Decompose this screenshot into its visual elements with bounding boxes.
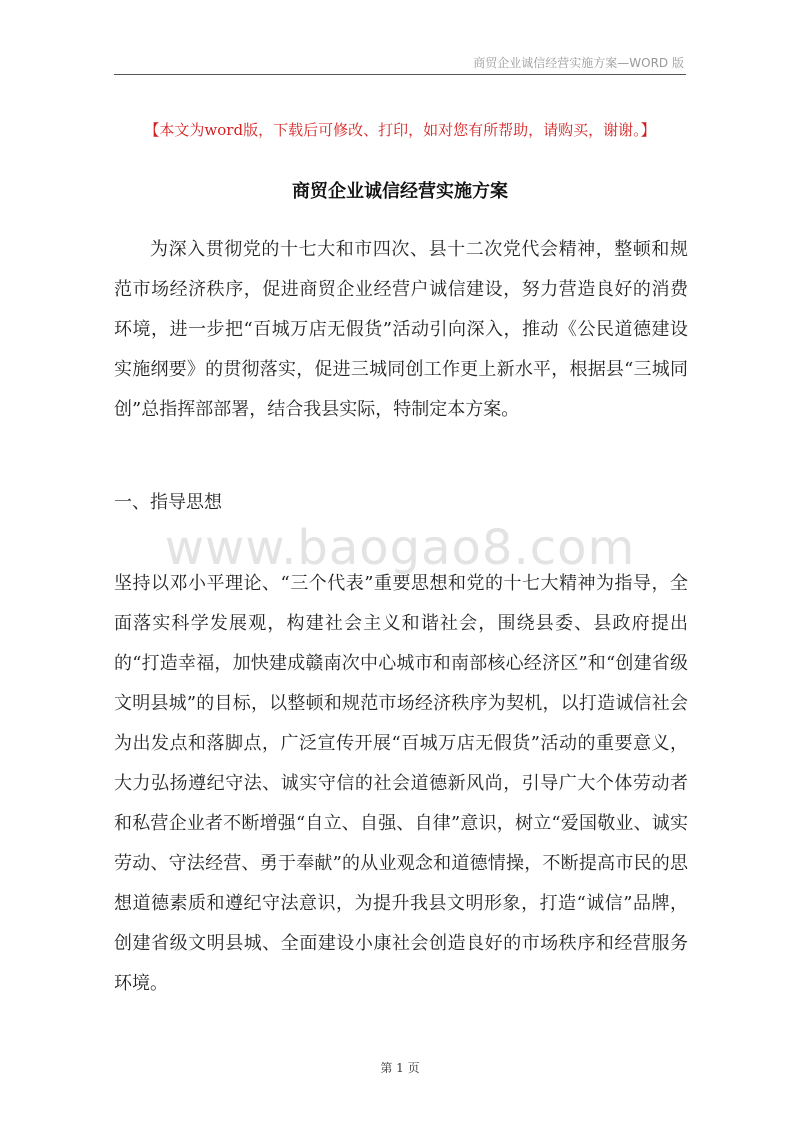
- page-header-text: 商贸企业诚信经营实施方案—WORD 版: [473, 56, 684, 70]
- header-divider: [114, 74, 686, 75]
- section-heading-guiding-ideology: 一、指导思想: [114, 492, 222, 513]
- intro-paragraph: 为深入贯彻党的十七大和市四次、县十二次党代会精神，整顿和规范市场经济秩序，促进商贸企业经营户诚信建设，努力营造良好的消费环境，进一步把“百城万店无假货”活动引向深入，推动《公民道德建设实施纲要》的贯彻落实，促进三城同创工作更上新水平，根据县“三城同创”总指挥部部署，结合我县实际，特制定本方案。: [114, 239, 688, 420]
- watermark: www.baogao8.com: [164, 520, 636, 576]
- guiding-ideology-paragraph: 坚持以邓小平理论、“三个代表”重要思想和党的十七大精神为指导，全面落实科学发展观，构建社会主义和谐社会，围绕县委、县政府提出的“打造幸福，加快建成赣南次中心城市和南部核心经济区”和“创建省级文明县城”的目标，以整顿和规范市场经济秩序为契机，以打造诚信社会为出发点和落脚点，广泛宣传开展“百城万店无假货”活动的重要意义，大力弘扬遵纪守法、诚实守信的社会道德新风尚，引导广大个体劳动者和私营企业者不断增强“自立、自强、自律”意识，树立“爱国敬业、诚实劳动、守法经营、勇于奉献”的从业观念和道德情操，不断提高市民的思想道德素质和遵纪守法意识，为提升我县文明形象，打造“诚信”品牌，创建省级文明县城、全面建设小康社会创造良好的市场秩序和经营服务环境。: [114, 573, 688, 994]
- document-title: 商贸企业诚信经营实施方案: [292, 181, 508, 202]
- download-notice: 【本文为word版，下载后可修改、打印，如对您有所帮助，请购买，谢谢。】: [144, 121, 656, 139]
- page-number: 第 1 页: [380, 1061, 420, 1075]
